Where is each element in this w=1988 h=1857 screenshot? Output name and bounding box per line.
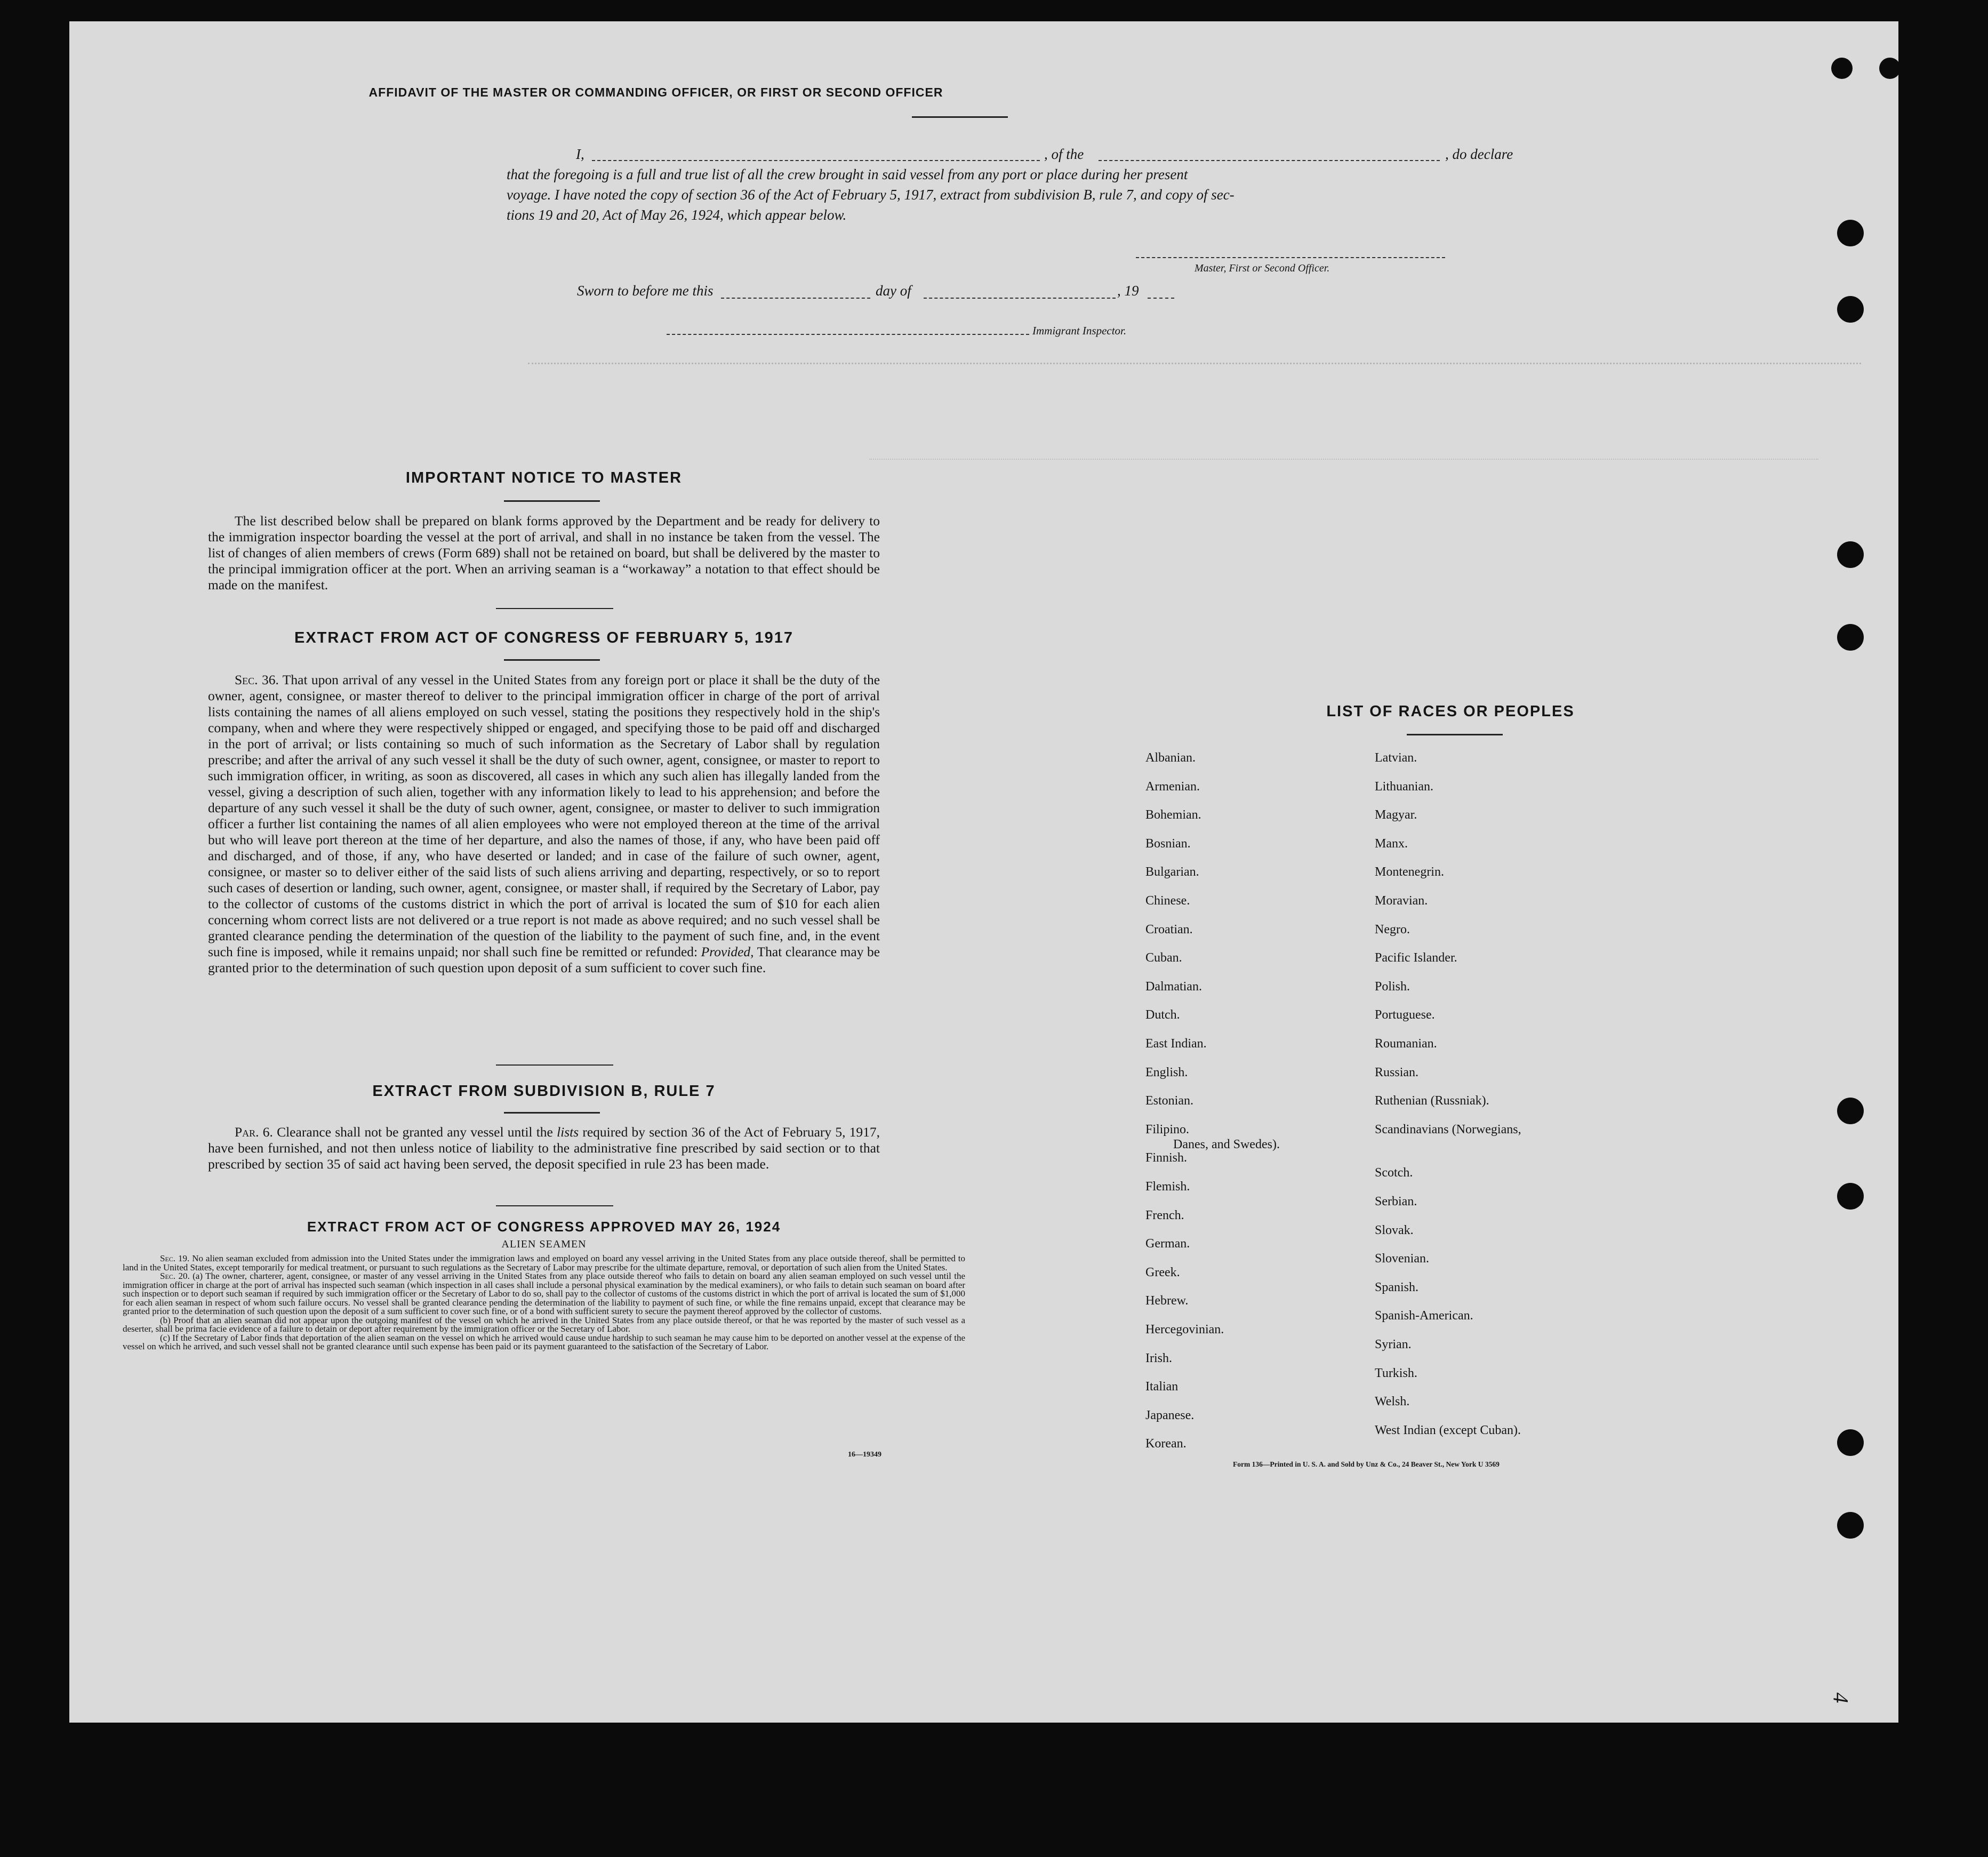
race-item: Armenian.: [1145, 779, 1200, 794]
race-item: Latvian.: [1375, 751, 1417, 765]
sec-20c-body: (c) If the Secretary of Labor finds that deportation of the alien seaman on the vessel on which he arrived would cause undue hardship to such seaman he may cause him to be deported on another vessel at the expense of the vessel on which he arrived, and such vessel shall not be granted clearance until such expense has been paid or its payment guaranteed to the satisfaction of the Secretary of Labor.: [123, 1332, 965, 1351]
sec-36-body: That upon arrival of any vessel in the United States from any foreign port or place it shall be the duty of the owner, agent, consignee, or master thereof to deliver to the principal immigration officer in charge of the port of arrival lists containing the names of all aliens employed on such vessel, stating the positions they respectively hold in the ship's company, when and where they were respectively shipped or engaged, and specifying those to be paid off and discharged in the port of arrival; or lists containing so much of such information as the Secretary of Labor shall by regulation prescribe; and after the arrival of any such vessel it shall be the duty of such owner, agent, consignee, or master to report to such immigration officer, in writing, as soon as discovered, all cases in which any such alien has illegally landed from the vessel, giving a description of such alien, together with any information likely to lead to his apprehension; and before the departure of any such vessel it shall be the duty of such owner, agent, consignee, or master to deliver to such immigration officer a further list containing the names of all alien employees who were not employed thereon at the time of the arrival but who will leave port thereon at the time of her departure, and also the names of those, if any, who have been paid off and discharged, and of those, if any, who have deserted or landed; and in case of the failure of such owner, agent, consignee, or master so to deliver either of the said lists of such aliens arriving and departing, respectively, or so to report such cases of desertion or landing, such owner, agent, consignee, or master shall, if required by the Secretary of Labor, pay to the collector of customs of the customs district in which the port of arrival is located the sum of $10 for each alien concerning whom correct lists are not delivered or a true report is not made as above required; and no such vessel shall be granted clearance pending the determination of the question of the liability to the payment of such fine, and, in the event such fine is imposed, while it remains unpaid; nor shall such fine be remitted or refunded:: [208, 672, 880, 959]
notice-rule: [504, 500, 600, 502]
inspector-label: Immigrant Inspector.: [1032, 324, 1127, 337]
extract-1924-text: [123, 1254, 965, 1351]
year-blank: [1148, 298, 1174, 299]
race-item: Irish.: [1145, 1351, 1172, 1365]
race-item: Finnish.: [1145, 1151, 1188, 1165]
race-item: German.: [1145, 1237, 1190, 1251]
par-6-lists: lists: [557, 1124, 579, 1140]
race-item: Scotch.: [1375, 1166, 1413, 1180]
race-item: Croatian.: [1145, 922, 1193, 936]
signature-blank: [1136, 257, 1445, 258]
race-item: Portuguese.: [1375, 1008, 1435, 1022]
sworn-line: [508, 283, 1254, 304]
binder-hole: [1837, 624, 1864, 651]
race-item: Korean.: [1145, 1437, 1187, 1451]
races-heading: LIST OF RACES OR PEOPLES: [1326, 703, 1575, 720]
bleed-through-row-2: [869, 459, 1818, 460]
race-item: Roumanian.: [1375, 1037, 1437, 1051]
declarant-label: I,: [576, 146, 584, 162]
sec-36-conclusion: That clearance may be granted prior to the determination of such question upon deposit of a sum sufficient to cover such fine.: [208, 944, 880, 975]
sec-36-proviso: Provided,: [701, 944, 754, 959]
binder-hole: [1837, 1429, 1864, 1456]
affidavit-title: AFFIDAVIT OF THE MASTER OR COMMANDING OFFICER, OR FIRST OR SECOND OFFICER: [368, 85, 943, 99]
notice-body: The list described below shall be prepared on blank forms approved by the Department and be ready for delivery to the immigration inspector boarding the vessel at the port of arrival, and shall in no instance be taken from the vessel. The list of changes of alien members of crews (Form 689) shall not be retained on board, but shall be delivered by the master to the principal immigration officer at the port. When an arriving seaman is a “workaway” a notation to that effect should be made on the manifest.: [208, 513, 880, 593]
race-item: Scandinavians (Norwegians,: [1375, 1122, 1521, 1136]
document-page: [69, 21, 1898, 1723]
extract-1917-rule: [504, 659, 600, 661]
race-item: Filipino.: [1145, 1122, 1190, 1136]
year-label: , 19: [1117, 283, 1139, 299]
signature-label: Master, First or Second Officer.: [1195, 262, 1330, 274]
race-item: Ruthenian (Russniak).: [1375, 1094, 1489, 1108]
day-blank: [721, 298, 870, 299]
race-item: Montenegrin.: [1375, 865, 1444, 879]
alien-seamen-subheading: ALIEN SEAMEN: [501, 1238, 587, 1250]
binder-hole: [1837, 1512, 1864, 1539]
race-item: Serbian.: [1375, 1195, 1417, 1208]
rule7-text: [208, 1124, 880, 1172]
race-item: Welsh.: [1375, 1395, 1410, 1409]
vessel-label: , of the: [1044, 146, 1084, 162]
binder-hole: [1837, 220, 1864, 246]
extract-1924-heading: EXTRACT FROM ACT OF CONGRESS APPROVED MAY 26, 1924: [307, 1219, 781, 1235]
race-item: Negro.: [1375, 922, 1410, 936]
declare-label: , do declare: [1445, 146, 1513, 162]
binder-hole: [1837, 541, 1864, 568]
par-6-conclusion: required by section 36 of the Act of February 5, 1917, have been furnished, and not then unless notice of liability to the administrative fine prescribed by said section or to that prescribed by section 35 of said act having been served, the deposit specified in rule 23 has been made.: [208, 1124, 880, 1172]
race-item: Lithuanian.: [1375, 779, 1433, 794]
race-item: Hebrew.: [1145, 1294, 1189, 1308]
affidavit-line-3: voyage. I have noted the copy of section 36 of the Act of February 5, 1917, extract from subdivision B, rule 7, and copy of sec-: [507, 187, 1235, 203]
race-item: Spanish.: [1375, 1280, 1419, 1294]
race-item: Dalmatian.: [1145, 979, 1202, 994]
day-label: day of: [876, 283, 911, 299]
declarant-blank: [592, 160, 1040, 161]
sec-19-body: No alien seaman excluded from admission into the United States under the immigration laws and employed on board any vessel arriving in the United States from any place outside thereof, shall be permitted to land in the United States, except temporarily for medical treatment, or pursuant to such regulations as the Secretary of Labor may prescribe for the ultimate departure, removal, or deportation of such alien from the United States.: [123, 1253, 965, 1272]
rule7-rule: [504, 1112, 600, 1114]
binder-hole: [1837, 1098, 1864, 1124]
race-item: Bulgarian.: [1145, 865, 1199, 879]
affidavit-line-2: that the foregoing is a full and true list of all the crew brought in said vessel from any port or place during her present: [507, 166, 1188, 182]
sec-20b-body: (b) Proof that an alien seaman did not appear upon the outgoing manifest of the vessel on which he arrived in the United States from any place outside thereof, or that he was reported by the master of such vessel as a deserter, shall be prima facie evidence of a failure to detain or deport after requirement by the immigration officer or the Secretary of Labor.: [123, 1315, 965, 1334]
extract-1917-end-rule: [496, 1064, 613, 1066]
race-item: Magyar.: [1375, 808, 1417, 822]
race-item: Turkish.: [1375, 1366, 1417, 1380]
extract-1917-heading: EXTRACT FROM ACT OF CONGRESS OF FEBRUARY 5, 1917: [294, 629, 794, 646]
binder-hole: [1879, 58, 1898, 79]
race-item: Bohemian.: [1145, 808, 1201, 822]
race-item: Pacific Islander.: [1375, 951, 1457, 965]
binder-hole: [1831, 58, 1853, 79]
race-item: Chinese.: [1145, 894, 1190, 908]
vessel-blank: [1099, 160, 1440, 161]
race-item: Spanish-American.: [1375, 1309, 1473, 1323]
bleed-through-row: [528, 363, 1861, 364]
sec-19-label: Sec. 19.: [160, 1253, 190, 1263]
form-note: Form 136—Printed in U. S. A. and Sold by Unz & Co., 24 Beaver St., New York U 3569: [1233, 1460, 1500, 1468]
extract-1917-text: [208, 672, 880, 976]
race-item: East Indian.: [1145, 1037, 1207, 1051]
race-item: Italian: [1145, 1380, 1179, 1394]
race-item: Flemish.: [1145, 1180, 1190, 1194]
race-item: Syrian.: [1375, 1338, 1412, 1351]
notice-heading: IMPORTANT NOTICE TO MASTER: [405, 469, 683, 486]
par-6-label: Par. 6.: [235, 1124, 273, 1140]
sworn-label: Sworn to before me this: [577, 283, 714, 299]
race-item: Moravian.: [1375, 894, 1428, 908]
race-item: Danes, and Swedes).: [1173, 1137, 1280, 1151]
par-6-body: Clearance shall not be granted any vessel until the: [277, 1124, 553, 1140]
race-item: Slovenian.: [1375, 1252, 1429, 1266]
race-item: Polish.: [1375, 979, 1410, 994]
rule7-heading: EXTRACT FROM SUBDIVISION B, RULE 7: [372, 1083, 716, 1100]
notice-text: [208, 513, 880, 593]
month-blank: [924, 298, 1116, 299]
affidavit-line-4: tions 19 and 20, Act of May 26, 1924, which appear below.: [507, 207, 847, 223]
race-item: Russian.: [1375, 1065, 1419, 1079]
race-item: Albanian.: [1145, 751, 1196, 765]
race-item: Manx.: [1375, 836, 1408, 851]
affidavit-statement: [507, 144, 1541, 225]
race-item: Japanese.: [1145, 1408, 1195, 1422]
races-rule: [1407, 734, 1503, 735]
print-code: 16—19349: [848, 1451, 881, 1459]
rule7-end-rule: [496, 1205, 613, 1206]
sec-20a-body: (a) The owner, charterer, agent, consignee, or master of any vessel arriving in the United States from any place outside thereof who fails to detain on board any alien seaman employed on such vessel until the immigration officer in charge at the port of arrival has inspected such seaman (which inspection in all cases shall include a personal physical examination by the medical examiners), or who fails to detain such seaman on board after such inspection or to deport such seaman if required by such immigration officer or the Secretary of Labor to do so, shall pay to the collector of customs of the customs district in which the port of arrival is located the sum of $1,000 for each alien seaman in respect of whom such failure occurs. No vessel shall be granted clearance pending the determination of the liability to payment of such fine, or while the fine remains unpaid, except that clearance may be granted prior to the determination of such question upon the deposit of a sum sufficient to cover such fine, or of a bond with sufficient surety to secure the payment thereof approved by the collector of customs.: [123, 1271, 966, 1316]
inspector-blank: [667, 334, 1029, 335]
race-item: French.: [1145, 1208, 1184, 1222]
race-item: Greek.: [1145, 1265, 1180, 1279]
sec-36-label: Sec. 36.: [235, 672, 279, 687]
sec-20-label: Sec. 20.: [160, 1271, 190, 1281]
race-item: Cuban.: [1145, 951, 1182, 965]
race-item: Hercegovinian.: [1145, 1323, 1224, 1336]
race-item: English.: [1145, 1065, 1188, 1079]
binder-hole: [1837, 1183, 1864, 1210]
race-item: West Indian (except Cuban).: [1375, 1423, 1521, 1437]
race-item: Slovak.: [1375, 1223, 1414, 1237]
race-item: Estonian.: [1145, 1094, 1193, 1108]
race-item: Dutch.: [1145, 1008, 1180, 1022]
title-rule: [912, 116, 1008, 118]
race-item: Bosnian.: [1145, 836, 1191, 851]
binder-hole: [1837, 296, 1864, 323]
page-number-mark: 4: [1829, 1692, 1853, 1703]
notice-end-rule: [496, 608, 613, 609]
